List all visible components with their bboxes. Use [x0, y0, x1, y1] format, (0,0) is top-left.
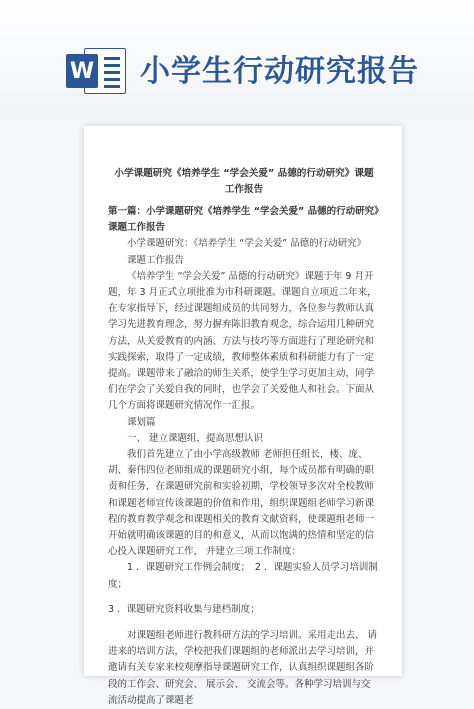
paragraph-training: 对课题组老师进行教科研方法的学习培训。采用走出去、 请进来的培训方法，学校把我们课题组的老师派出去学习培训，并邀请有关专家来校观摩指导课题研究工作，认真组织课题组各阶段的工作会、研究会、 展示会、 交流会等。各种学习培训与交流活动提高了课题老 — [108, 630, 378, 706]
systems-line: 1 ．课题研究工作例会制度； 2 ．课题实验人员学习培训制度； — [108, 562, 378, 590]
paragraph-intro: 《培养学生 “学会关爱” 品德的行动研究》课题于年 9 月开题，年 3 月正式立项批准为市科研课题。课题自立项近二年来，在专家指导下，经过课题组成员的共同努力，各位参与教师认真学习先进教育理念，努力摒弃陈旧教育观念，综合运用几种研究方法，从关爱教育的内涵、方法与技巧等方面进行了理论研究和实践探索，取得了一定成绩，教师整体素质和科研能力有了一定提高。课题带来了融洽的师生关系，使学生学习更加主动，同学们在学会了关爱自我的同时，也学会了关爱他人和社会。下面从几个方面将课题研究情况作一汇报。 — [108, 270, 377, 412]
subtitle-line: 课题工作报告 — [127, 254, 185, 266]
doc-line — [104, 64, 120, 67]
document-title — [108, 166, 380, 198]
document-page — [84, 126, 402, 706]
document-title-line: 工作报告 — [224, 184, 264, 195]
paragraph-team: 我们首先建立了由小学高级教师 老师担任组长，楼、庞、胡、秦伟四位老师组成的课题研究小组，每个成员都有明确的职责和任务，在课题研究前和实验初期，学校领导多次对全校教师和课题老师宣传该课题的价值和作用，组织课题组老师学习新课程的教育教学观念和课题相关的教育文献资料，使课题组老师一开始就明确该课题的目的和意义，从而以饱满的热情和坚定的信心投入课题研究工作， 并建立三项工作制度： — [108, 449, 375, 558]
word-w-letter: W — [66, 54, 98, 88]
subtitle-line: 小学课题研究：《培养学生 “学会关爱” 品德的行动研究》 — [127, 238, 367, 250]
banner-title: 小学生行动研究报告 — [140, 54, 419, 89]
doc-line — [104, 57, 120, 60]
plan-label: 课划篇 — [127, 416, 156, 428]
document-title-line: 小学课题研究《培养学生 “学会关爱” 品德的行动研究》课题 — [114, 168, 374, 179]
section-heading: 第一篇：小学课题研究《培养学生 “学会关爱” 品德的行动研究》课题工作报告 — [108, 206, 379, 234]
point-heading: 一、 建立课题组，提高思想认识 — [127, 432, 264, 444]
systems-line: 3 ．课题研究资料收集与建档制度； — [108, 604, 260, 616]
doc-line — [104, 78, 120, 81]
word-doc-icon — [66, 44, 126, 96]
doc-line — [104, 71, 120, 74]
document-content — [108, 166, 380, 709]
doc-line — [104, 85, 120, 88]
